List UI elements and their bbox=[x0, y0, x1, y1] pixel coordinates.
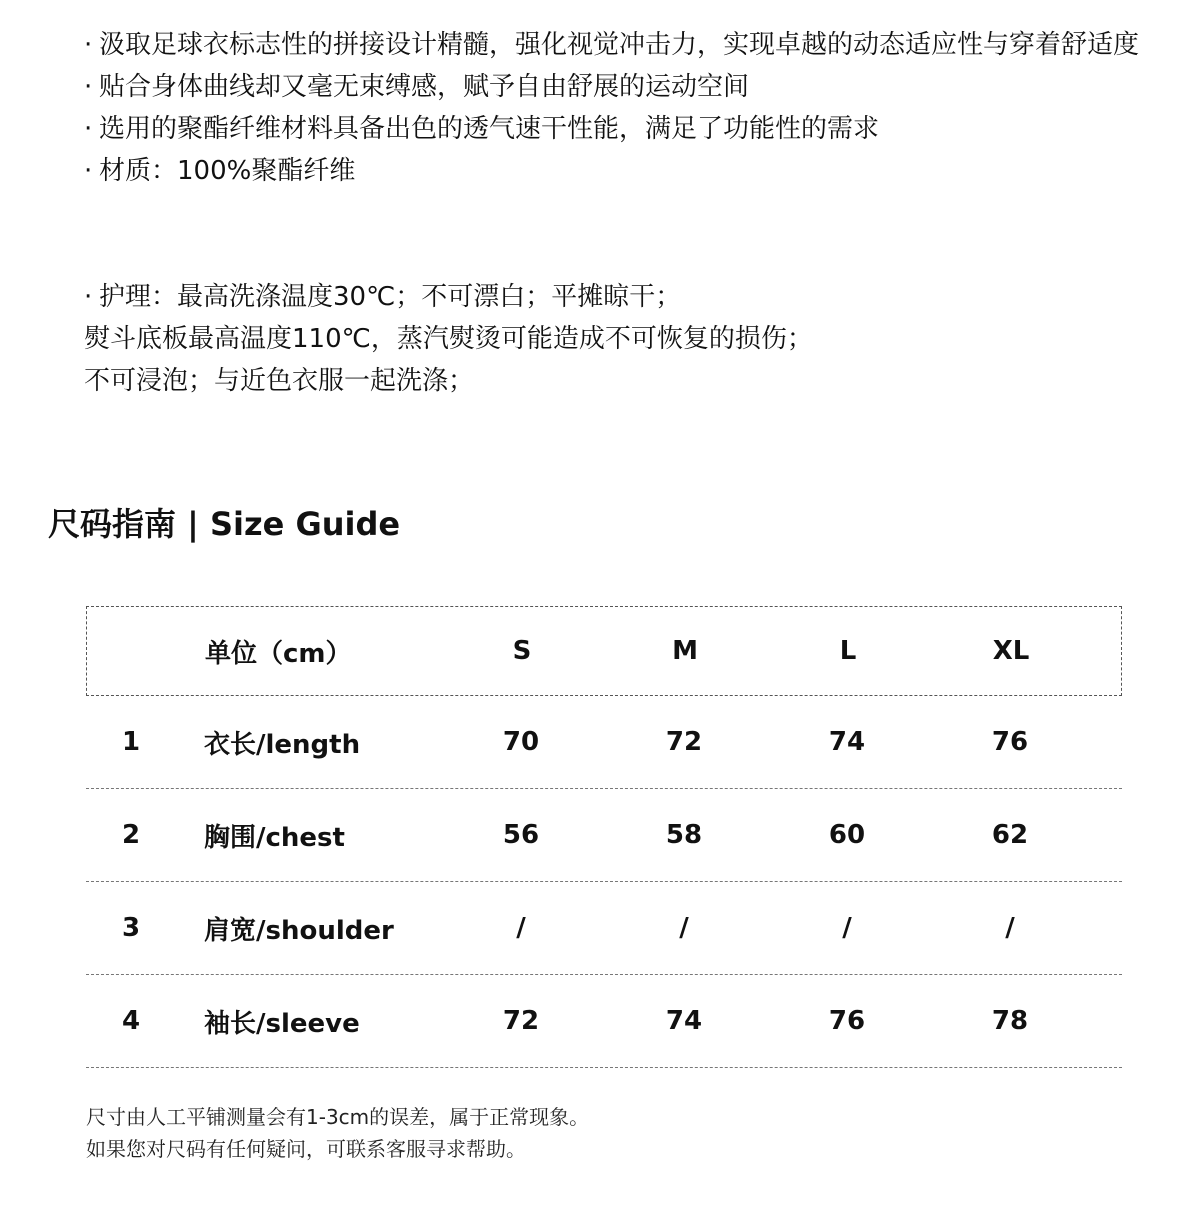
size-notes bbox=[86, 1101, 589, 1165]
measurement-name: 袖长/sleeve bbox=[204, 1008, 360, 1039]
care-text: 护理：最高洗涤温度30℃；不可漂白；平摊晾干； bbox=[99, 282, 682, 312]
feature-item bbox=[84, 150, 1144, 192]
size-xl-header: XL bbox=[992, 636, 1030, 666]
measurement-name: 胸围/chest bbox=[204, 822, 345, 853]
measurement-name: 衣长/length bbox=[204, 729, 361, 760]
value-l: 74 bbox=[828, 727, 866, 757]
bullet: · bbox=[84, 72, 93, 102]
feature-text: 材质：100%聚酯纤维 bbox=[99, 156, 356, 186]
table-row bbox=[86, 975, 1122, 1068]
row-index: 1 bbox=[121, 727, 141, 757]
feature-text: 汲取足球衣标志性的拼接设计精髓，强化视觉冲击力，实现卓越的动态适应性与穿着舒适度 bbox=[99, 30, 1140, 60]
feature-text: 选用的聚酯纤维材料具备出色的透气速干性能，满足了功能性的需求 bbox=[99, 114, 880, 144]
care-line-2: 熨斗底板最高温度110℃，蒸汽熨烫可能造成不可恢复的损伤； bbox=[84, 324, 813, 354]
unit-label: 单位（cm） bbox=[205, 638, 352, 669]
row-index: 4 bbox=[121, 1006, 141, 1036]
feature-list bbox=[84, 24, 1144, 192]
value-xl: / bbox=[1005, 913, 1015, 943]
size-l-header: L bbox=[839, 636, 857, 666]
note-line-2: 如果您对尺码有任何疑问，可联系客服寻求帮助。 bbox=[86, 1137, 526, 1161]
value-m: 74 bbox=[665, 1006, 703, 1036]
measurement-name: 肩宽/shoulder bbox=[204, 915, 394, 946]
feature-item bbox=[84, 24, 1144, 66]
care-instructions bbox=[84, 276, 1144, 402]
value-l: / bbox=[842, 913, 852, 943]
table-row bbox=[86, 882, 1122, 975]
bullet: · bbox=[84, 156, 93, 186]
bullet: · bbox=[84, 30, 93, 60]
note-line-1: 尺寸由人工平铺测量会有1-3cm的误差，属于正常现象。 bbox=[86, 1105, 590, 1129]
value-m: 58 bbox=[665, 820, 703, 850]
size-m-header: M bbox=[672, 636, 698, 666]
value-m: 72 bbox=[665, 727, 703, 757]
size-s-header: S bbox=[512, 636, 532, 666]
value-l: 60 bbox=[828, 820, 866, 850]
bullet: · bbox=[84, 282, 93, 312]
value-s: / bbox=[516, 913, 526, 943]
feature-text: 贴合身体曲线却又毫无束缚感，赋予自由舒展的运动空间 bbox=[99, 72, 750, 102]
size-table-header bbox=[86, 606, 1122, 696]
table-row bbox=[86, 696, 1122, 789]
value-s: 70 bbox=[502, 727, 540, 757]
table-row bbox=[86, 789, 1122, 882]
care-line-1 bbox=[84, 276, 1144, 318]
size-table bbox=[86, 606, 1122, 1068]
feature-item bbox=[84, 108, 1144, 150]
size-guide-title: 尺码指南 | Size Guide bbox=[48, 505, 401, 543]
value-xl: 62 bbox=[991, 820, 1029, 850]
value-xl: 76 bbox=[991, 727, 1029, 757]
bullet: · bbox=[84, 114, 93, 144]
value-m: / bbox=[679, 913, 689, 943]
value-xl: 78 bbox=[991, 1006, 1029, 1036]
care-line-3: 不可浸泡；与近色衣服一起洗涤； bbox=[84, 366, 475, 396]
feature-item bbox=[84, 66, 1144, 108]
row-index: 3 bbox=[121, 913, 141, 943]
value-l: 76 bbox=[828, 1006, 866, 1036]
value-s: 56 bbox=[502, 820, 540, 850]
value-s: 72 bbox=[502, 1006, 540, 1036]
row-index: 2 bbox=[121, 820, 141, 850]
